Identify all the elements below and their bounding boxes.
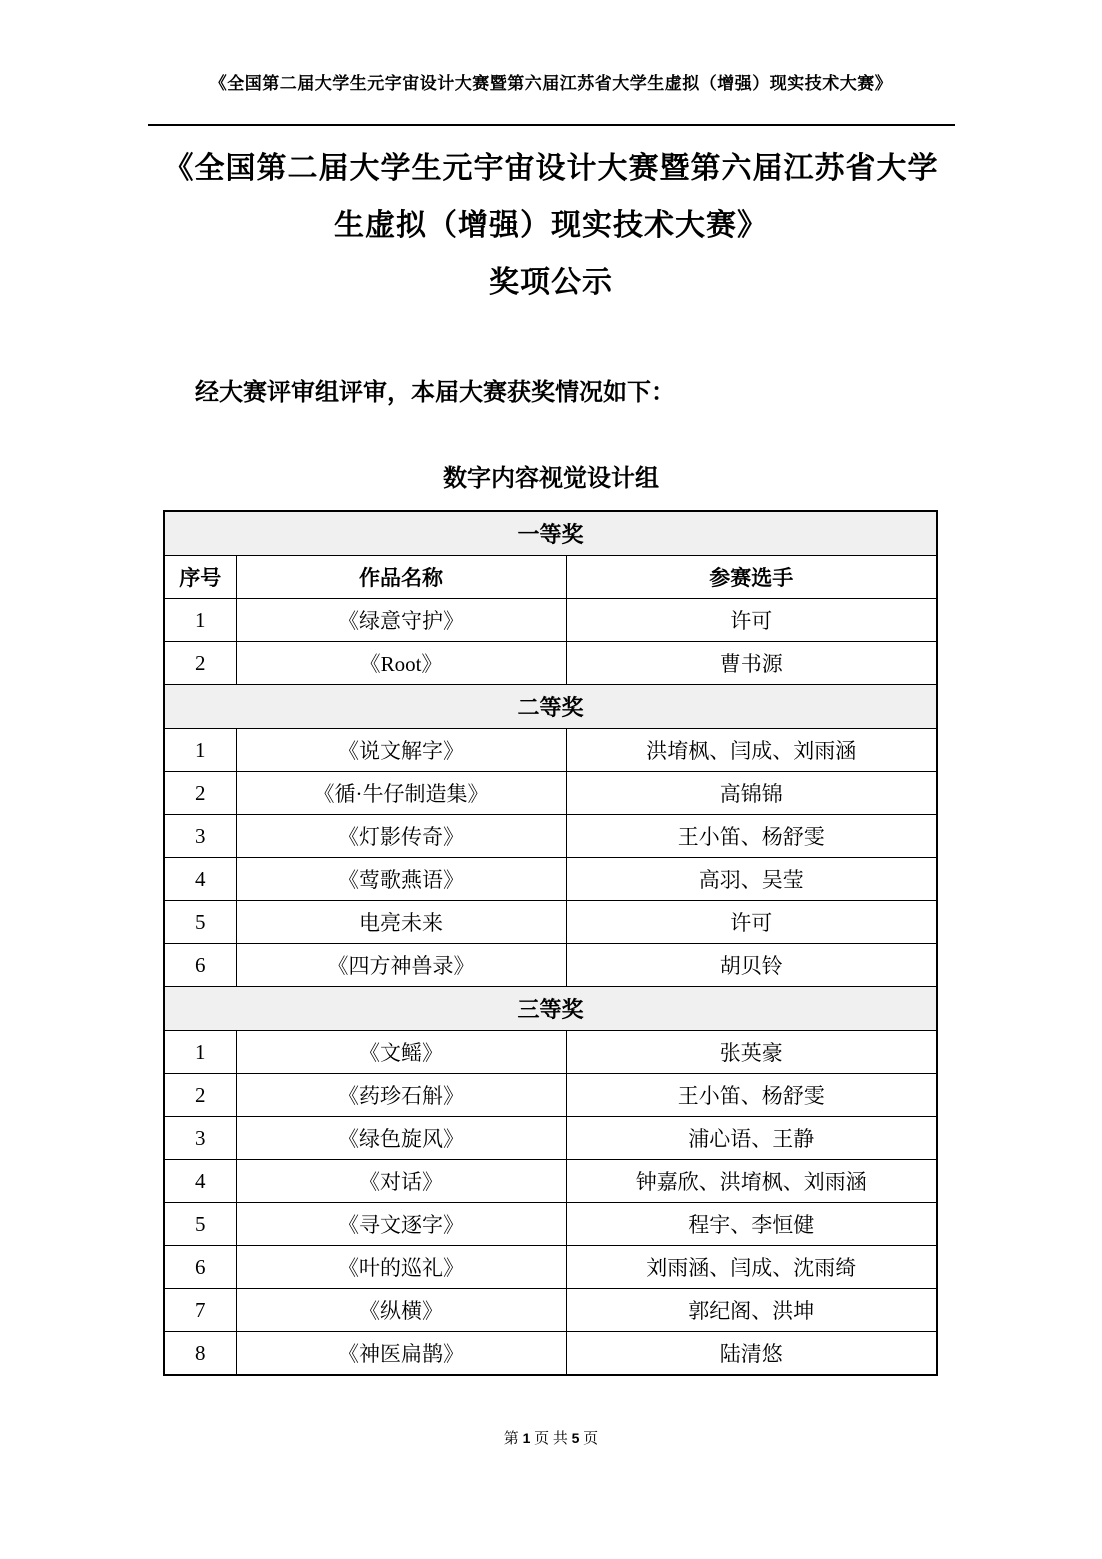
row-number-cell: 4 [164,858,236,901]
contestant-names-cell: 洪堉枫、闫成、刘雨涵 [566,729,937,772]
intro-paragraph: 经大赛评审组评审，本届大赛获奖情况如下： [195,380,675,406]
work-title-cell: 《循·牛仔制造集》 [236,772,566,815]
table-row [164,772,937,815]
title-line-2: 生虚拟（增强）现实技术大赛》 [334,209,768,242]
table-row [164,1289,937,1332]
contestant-names-cell: 高锦锦 [566,772,937,815]
contestant-names-cell: 许可 [566,599,937,642]
contestant-names-cell: 浦心语、王静 [566,1117,937,1160]
row-number-cell: 5 [164,901,236,944]
work-title-cell: 《对话》 [236,1160,566,1203]
award-band-row [164,511,937,556]
title-line-3: 奖项公示 [489,266,613,299]
table-row [164,901,937,944]
column-header-row [164,556,937,599]
work-title-cell: 《说文解字》 [236,729,566,772]
work-title-cell: 《药珍石斛》 [236,1074,566,1117]
table-row [164,1074,937,1117]
work-title-cell: 《文鳐》 [236,1031,566,1074]
row-number-cell: 1 [164,1031,236,1074]
award-level-label: 一等奖 [164,511,937,556]
table-row [164,858,937,901]
work-title-cell: 《神医扁鹊》 [236,1332,566,1376]
awards-table [163,510,938,1376]
work-title-cell: 《四方神兽录》 [236,944,566,987]
contestant-names-cell: 郭纪阁、洪坤 [566,1289,937,1332]
contestant-names-cell: 高羽、吴莹 [566,858,937,901]
page-header: 《全国第二届大学生元宇宙设计大赛暨第六届江苏省大学生虚拟（增强）现实技术大赛》 [209,74,893,93]
row-number-cell: 8 [164,1332,236,1376]
row-number-cell: 3 [164,815,236,858]
award-band-row [164,987,937,1031]
footer-suffix: 页 [583,1431,599,1447]
contestant-names-cell: 陆清悠 [566,1332,937,1376]
row-number-cell: 2 [164,642,236,685]
row-number-cell: 1 [164,599,236,642]
table-row [164,1160,937,1203]
row-number-cell: 2 [164,772,236,815]
work-title-cell: 《寻文逐字》 [236,1203,566,1246]
row-number-cell: 6 [164,1246,236,1289]
header-divider [148,124,955,126]
row-number-cell: 2 [164,1074,236,1117]
table-row [164,642,937,685]
footer-page-number: 1 [522,1430,531,1446]
row-number-cell: 4 [164,1160,236,1203]
column-header: 参赛选手 [566,556,937,599]
work-title-cell: 电亮未来 [236,901,566,944]
contestant-names-cell: 曹书源 [566,642,937,685]
footer-middle: 页 共 [534,1431,568,1447]
contestant-names-cell: 刘雨涵、闫成、沈雨绮 [566,1246,937,1289]
work-title-cell: 《莺歌燕语》 [236,858,566,901]
row-number-cell: 7 [164,1289,236,1332]
footer-prefix: 第 [503,1431,519,1447]
contestant-names-cell: 王小笛、杨舒雯 [566,1074,937,1117]
awards-table-body [164,511,937,1375]
contestant-names-cell: 许可 [566,901,937,944]
table-row [164,729,937,772]
table-row [164,599,937,642]
column-header: 作品名称 [236,556,566,599]
table-row [164,944,937,987]
table-row [164,1332,937,1376]
row-number-cell: 5 [164,1203,236,1246]
work-title-cell: 《叶的巡礼》 [236,1246,566,1289]
table-row [164,1203,937,1246]
work-title-cell: 《灯影传奇》 [236,815,566,858]
work-title-cell: 《纵横》 [236,1289,566,1332]
award-level-label: 三等奖 [164,987,937,1031]
table-row [164,815,937,858]
contestant-names-cell: 胡贝铃 [566,944,937,987]
contestant-names-cell: 张英豪 [566,1031,937,1074]
contestant-names-cell: 程宇、李恒健 [566,1203,937,1246]
row-number-cell: 6 [164,944,236,987]
work-title-cell: 《Root》 [236,642,566,685]
work-title-cell: 《绿色旋风》 [236,1117,566,1160]
group-title: 数字内容视觉设计组 [443,466,659,492]
contestant-names-cell: 钟嘉欣、洪堉枫、刘雨涵 [566,1160,937,1203]
table-row [164,1117,937,1160]
page-footer [0,1428,1102,1449]
contestant-names-cell: 王小笛、杨舒雯 [566,815,937,858]
row-number-cell: 1 [164,729,236,772]
column-header: 序号 [164,556,236,599]
document-title [0,140,1102,311]
title-line-1: 《全国第二届大学生元宇宙设计大赛暨第六届江苏省大学 [163,152,939,185]
row-number-cell: 3 [164,1117,236,1160]
table-row [164,1246,937,1289]
footer-total-pages: 5 [571,1430,580,1446]
award-level-label: 二等奖 [164,685,937,729]
award-band-row [164,685,937,729]
work-title-cell: 《绿意守护》 [236,599,566,642]
table-row [164,1031,937,1074]
